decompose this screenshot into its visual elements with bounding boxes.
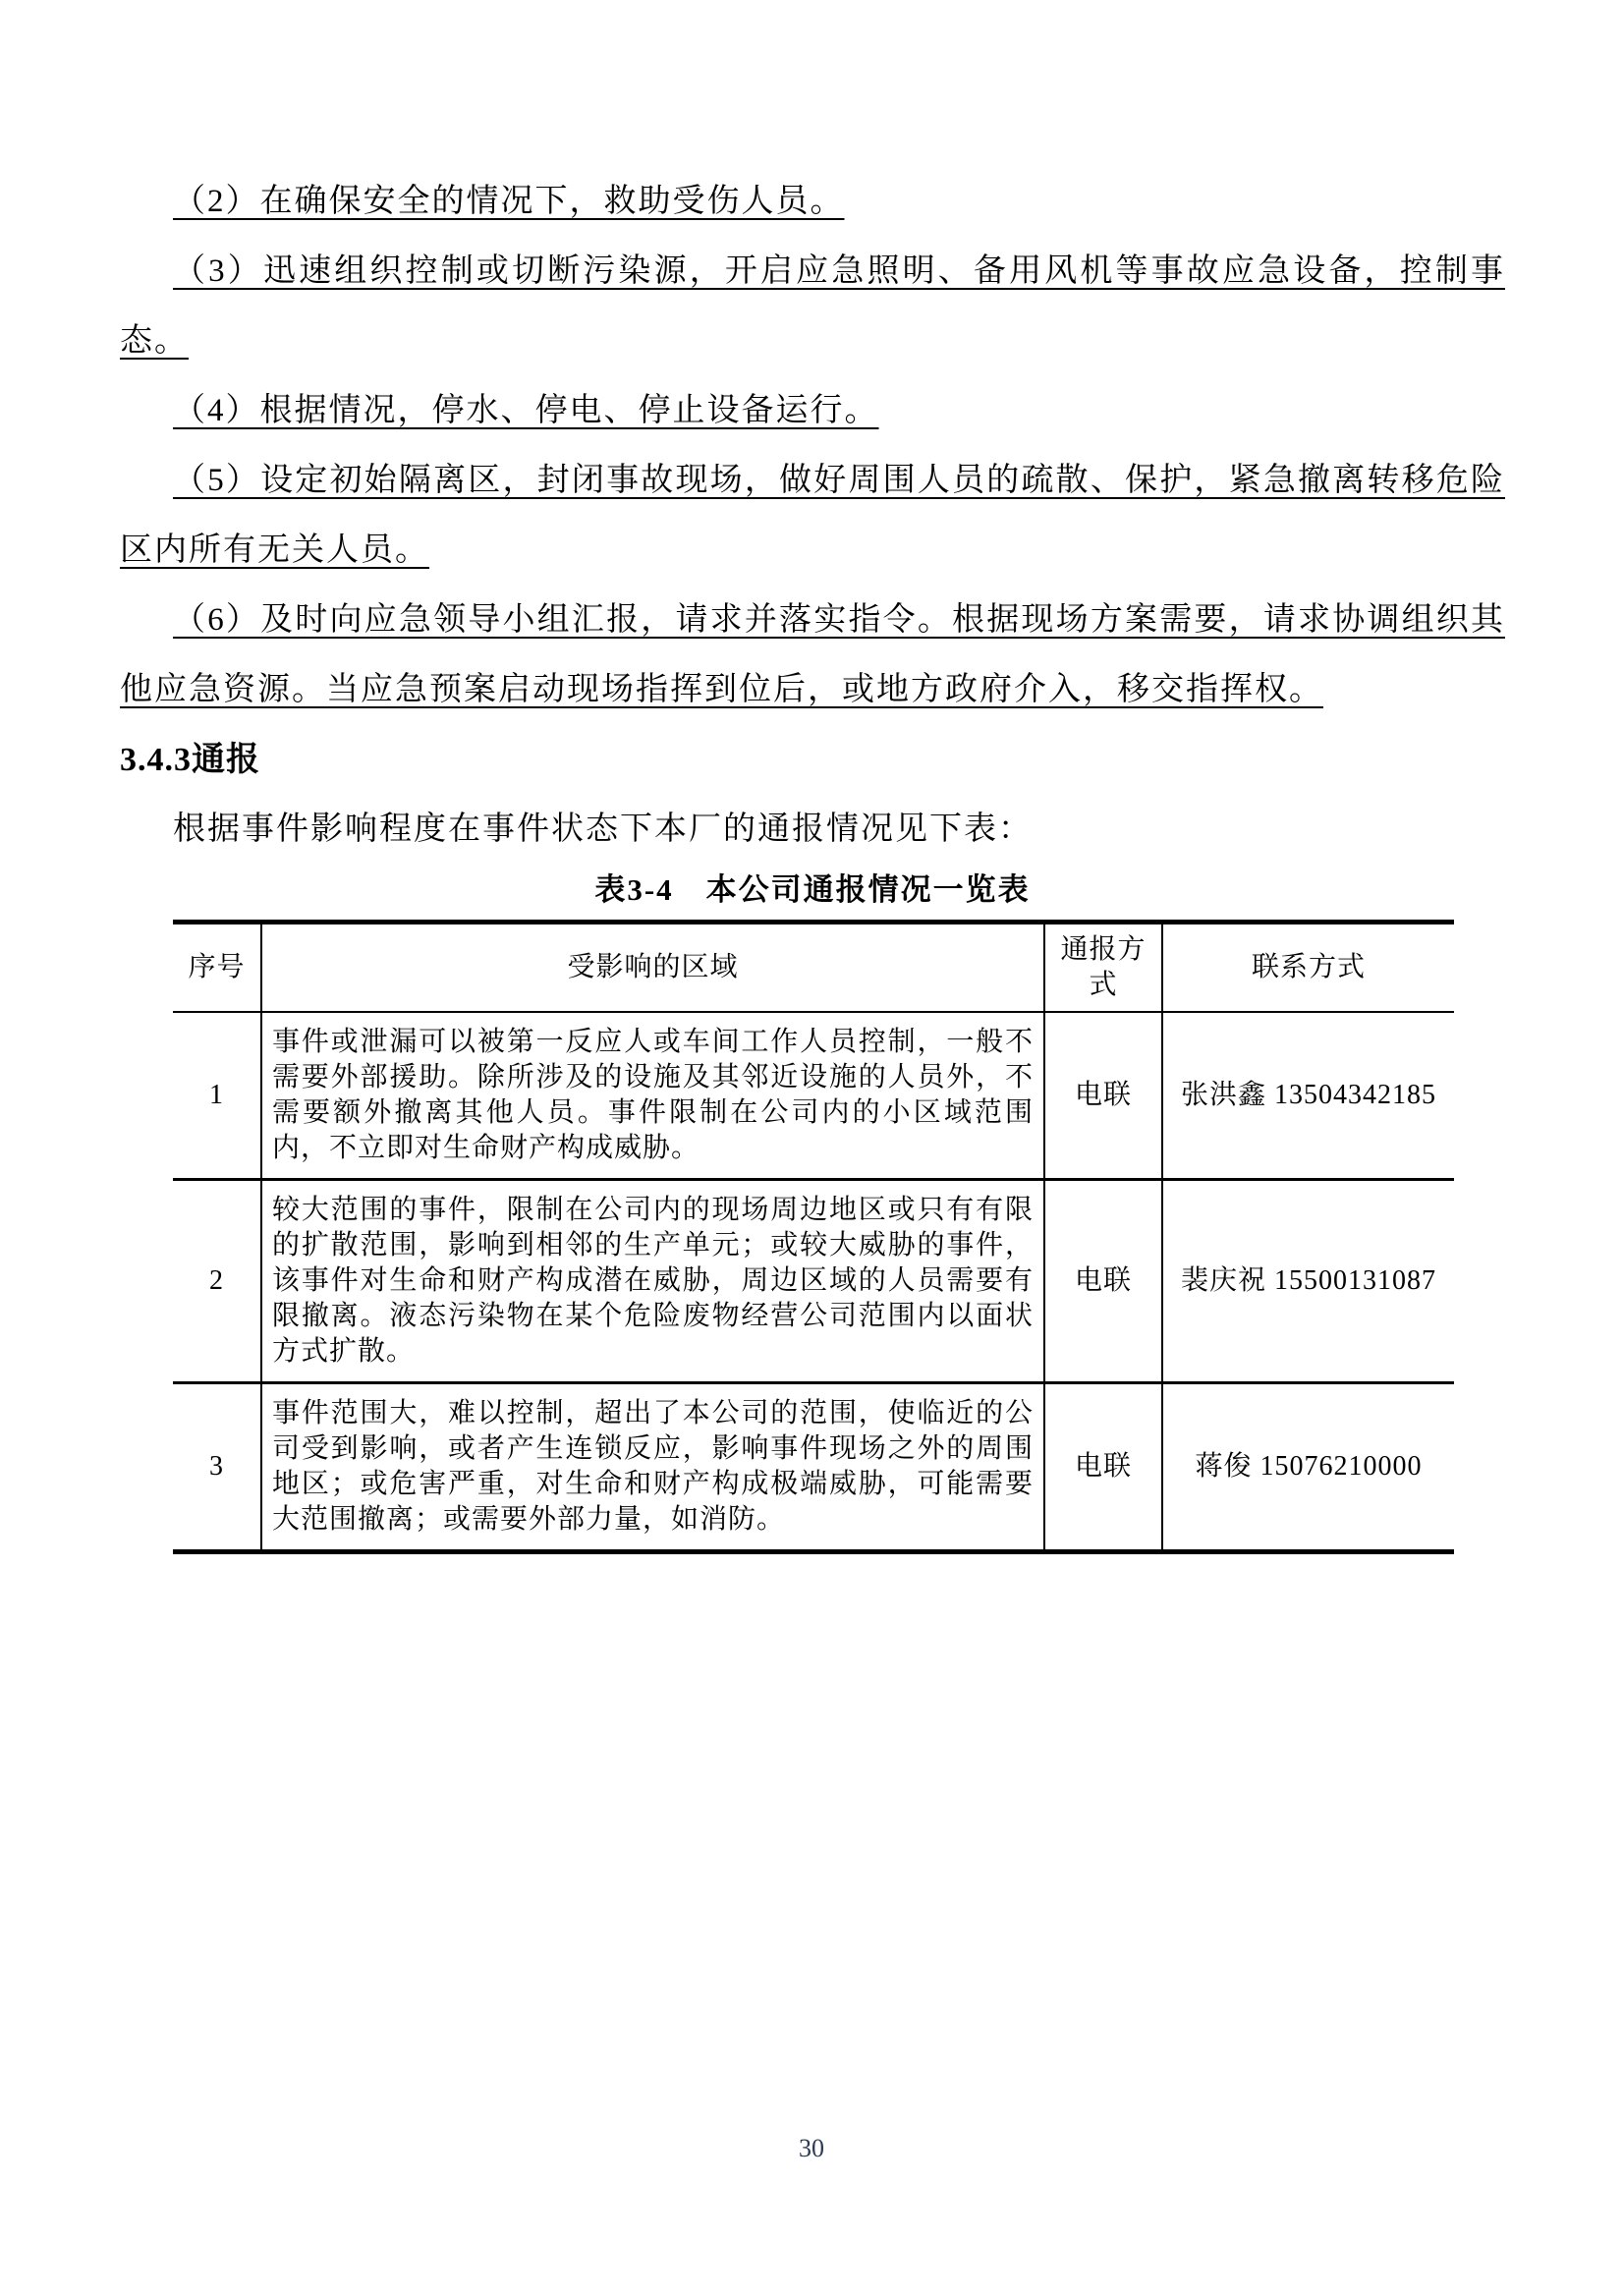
cell-affected-area: 事件或泄漏可以被第一反应人或车间工作人员控制，一般不需要外部援助。除所涉及的设施及其邻近设施的人员外，不需要额外撤离其他人员。事件限制在公司内的小区域范围内，不立即对生命财产构成威胁。 bbox=[261, 1012, 1044, 1180]
cell-notify-method: 电联 bbox=[1044, 1012, 1162, 1180]
section-heading: 3.4.3通报 bbox=[120, 742, 260, 778]
cell-affected-area: 事件范围大，难以控制，超出了本公司的范围，使临近的公司受到影响，或者产生连锁反应，影响事件现场之外的周围地区；或危害严重，对生命和财产构成极端威胁，可能需要大范围撤离；或需要外部力量，如消防。 bbox=[261, 1383, 1044, 1552]
paragraph-5: （5）设定初始隔离区，封闭事故现场，做好周围人员的疏散、保护，紧急撤离转移危险区内所有无关人员。 bbox=[120, 463, 1505, 568]
cell-notify-method: 电联 bbox=[1044, 1383, 1162, 1552]
page-number: 30 bbox=[799, 2134, 824, 2162]
cell-serial: 3 bbox=[209, 1451, 224, 1482]
paragraph-3: （3）迅速组织控制或切断污染源，开启应急照明、备用风机等事故应急设备，控制事态。 bbox=[120, 253, 1505, 359]
cell-contact: 裴庆祝 15500131087 bbox=[1162, 1180, 1454, 1383]
col-header-contact: 联系方式 bbox=[1162, 923, 1454, 1013]
col-header-notify-method: 通报方式 bbox=[1044, 923, 1162, 1013]
col-header-affected-area: 受影响的区域 bbox=[261, 923, 1044, 1013]
table-caption: 表3-4 本公司通报情况一览表 bbox=[594, 872, 1031, 907]
table-row bbox=[173, 1012, 1454, 1180]
cell-notify-method: 电联 bbox=[1044, 1180, 1162, 1383]
paragraph-6: （6）及时向应急领导小组汇报，请求并落实指令。根据现场方案需要，请求协调组织其他应急资源。当应急预案启动现场指挥到位后，或地方政府介入，移交指挥权。 bbox=[120, 602, 1505, 707]
paragraph-4: （4）根据情况，停水、停电、停止设备运行。 bbox=[173, 393, 879, 428]
cell-affected-area: 较大范围的事件，限制在公司内的现场周边地区或只有有限的扩散范围，影响到相邻的生产单元；或较大威胁的事件，该事件对生命和财产构成潜在威胁，周边区域的人员需要有限撤离。液态污染物在某个危险废物经营公司范围内以面状方式扩散。 bbox=[261, 1180, 1044, 1383]
cell-contact: 蒋俊 15076210000 bbox=[1162, 1383, 1454, 1552]
table-header-row bbox=[173, 923, 1454, 1013]
table-intro: 根据事件影响程度在事件状态下本厂的通报情况见下表： bbox=[173, 812, 1033, 847]
paragraph-2: （2）在确保安全的情况下，救助受伤人员。 bbox=[173, 184, 845, 219]
table-row bbox=[173, 1180, 1454, 1383]
cell-serial: 1 bbox=[173, 1012, 261, 1180]
notification-table bbox=[173, 920, 1454, 1554]
cell-serial: 2 bbox=[173, 1180, 261, 1383]
cell-contact: 张洪鑫 13504342185 bbox=[1162, 1012, 1454, 1180]
col-header-serial: 序号 bbox=[173, 923, 261, 1013]
table-row bbox=[173, 1383, 1454, 1552]
